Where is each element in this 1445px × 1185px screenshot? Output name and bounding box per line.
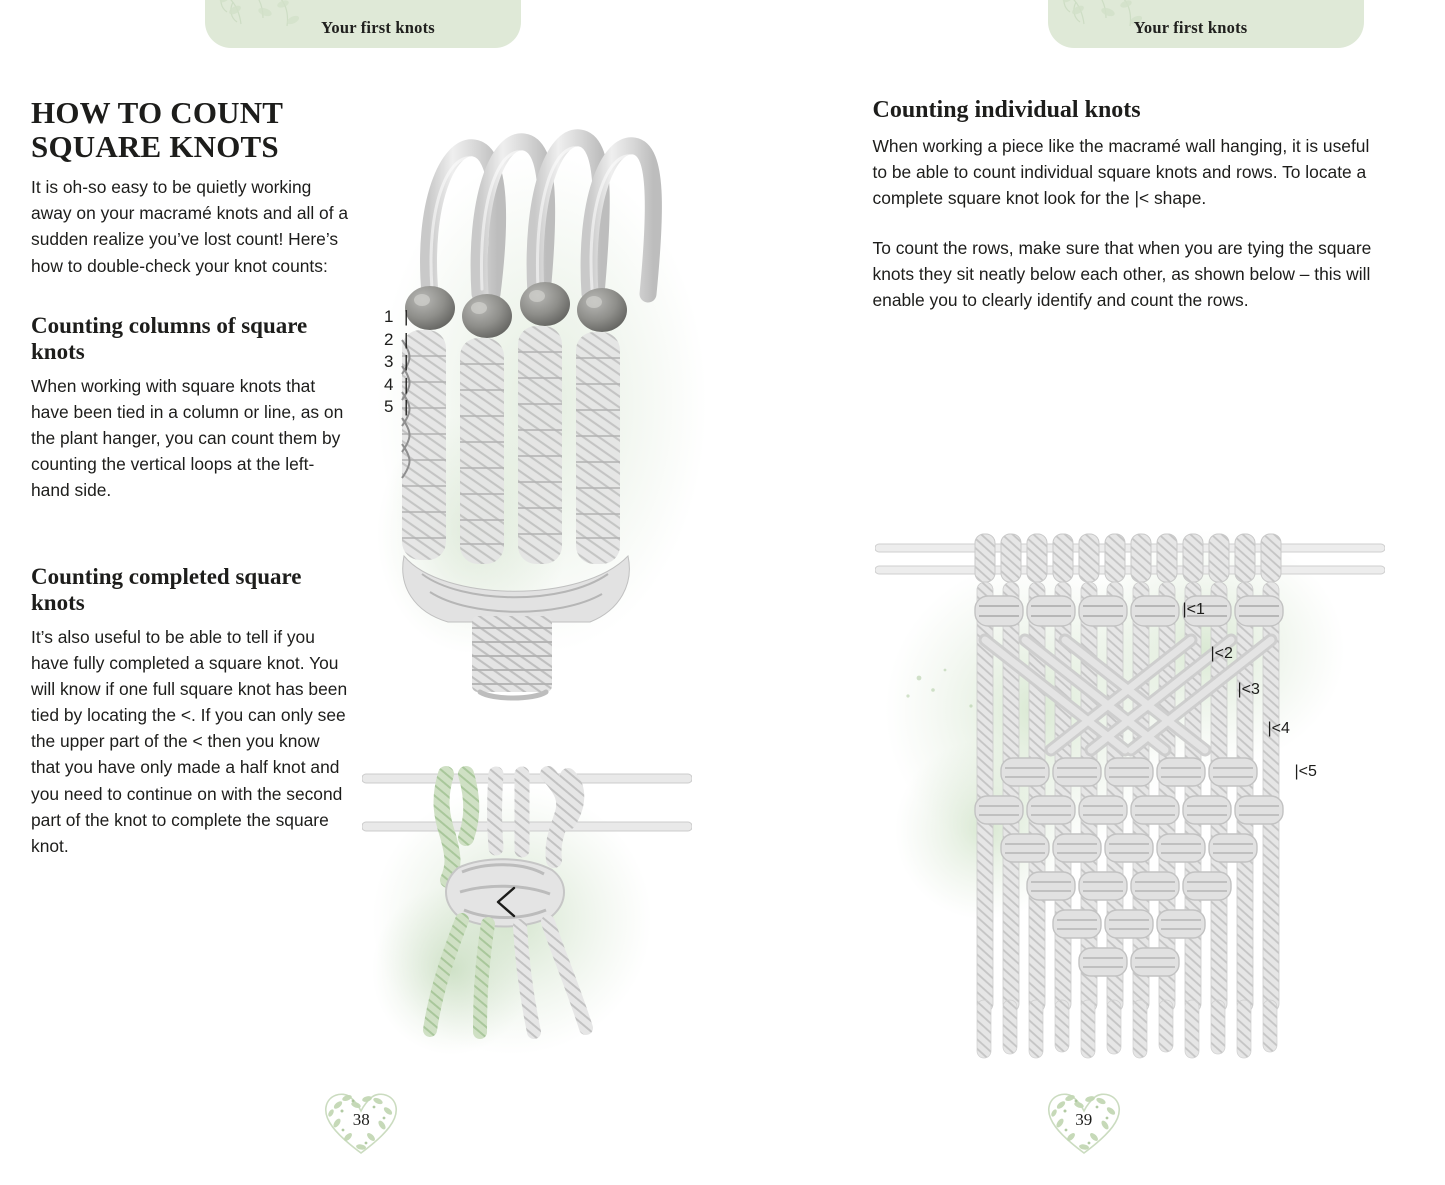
knot-label-2: |<2 (1210, 645, 1233, 662)
left-text-column (31, 96, 351, 885)
knot-label-5: |<5 (1294, 763, 1317, 780)
count-number: 3 (384, 352, 394, 372)
section-heading-individual-knots: Counting individual knots (872, 97, 1141, 123)
section-body-columns: When working with square knots that have been tied in a column or line, as on the plant hanger, you can count them by counting the vertical loops at the left-hand side. (31, 375, 344, 501)
right-paragraph-2: To count the rows, make sure that when you are tying the square knots they sit neatly below each other, as shown below – this will enable you to clearly identify and count the rows. (872, 238, 1372, 311)
section-heading-completed: Counting completed square knots (31, 563, 302, 616)
intro-paragraph: It is oh-so easy to be quietly working away on your macramé knots and all of a sudden realize you’ve lost count! Here’s how to double-check your knot counts: (31, 177, 349, 276)
count-tick: | (404, 374, 409, 394)
page-number: 39 (1075, 1110, 1093, 1129)
count-number: 4 (384, 374, 394, 394)
folio-right (723, 1085, 1445, 1159)
count-row (384, 374, 408, 397)
count-tick: | (404, 307, 409, 326)
count-tick: | (404, 329, 409, 349)
folio-left (0, 1085, 723, 1159)
page-title: HOW TO COUNT SQUARE KNOTS (31, 95, 283, 165)
count-tick: | (404, 352, 409, 372)
knot-label-3: |<3 (1237, 681, 1260, 698)
running-head-label-right: Your first knots (1133, 18, 1248, 37)
count-number: 5 (384, 397, 394, 417)
count-number: 1 (384, 307, 394, 326)
section-body-completed: It’s also useful to be able to tell if you have fully completed a square knot. You will know if one full square knot has been tied by locating the <. If you can only see the upper part of the < then you know that you have only made a half knot and you need to continue on with the second part of the knot to complete the square knot. (31, 626, 348, 856)
count-row (384, 396, 408, 419)
right-text-column (873, 96, 1373, 327)
count-row (384, 306, 408, 329)
section-heading-columns: Counting columns of square knots (31, 312, 308, 365)
page-right (723, 0, 1445, 1185)
page-number: 38 (352, 1110, 370, 1129)
count-number: 2 (384, 329, 394, 349)
section-counting-columns (31, 313, 351, 504)
knot-label-1: |<1 (1182, 601, 1205, 618)
count-row (384, 329, 408, 352)
running-head-label-left: Your first knots (321, 18, 435, 37)
knot-label-4: |<4 (1267, 720, 1290, 737)
plant-hanger-count-labels (384, 306, 408, 419)
figure-single-square-knot (362, 740, 692, 1060)
running-head-tab-right (1048, 0, 1364, 48)
running-head-tab-left (205, 0, 521, 48)
count-row (384, 351, 408, 374)
right-paragraph-1: When working a piece like the macramé wall hanging, it is useful to be able to count individual square knots and rows. To locate a complete square knot look for the |< shape. (872, 135, 1370, 209)
section-counting-completed (31, 564, 351, 859)
count-tick: | (404, 397, 409, 417)
